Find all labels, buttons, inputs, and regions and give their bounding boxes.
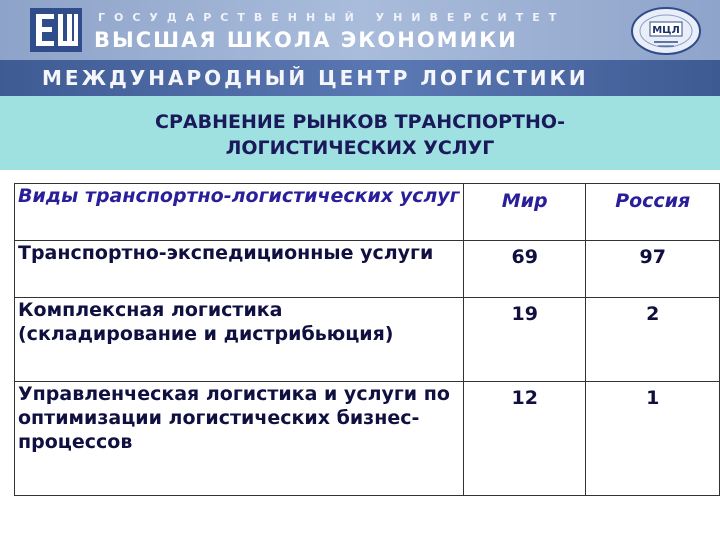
header-service-types: Виды транспортно-логистических услуг <box>15 184 464 241</box>
comparison-table <box>14 183 720 496</box>
row-world-value: 12 <box>464 382 586 496</box>
table-row <box>15 298 720 382</box>
row-label: Транспортно-экспедиционные услуги <box>15 241 464 298</box>
row-label: Управленческая логистика и услуги по оптимизации логистических бизнес-процессов <box>15 382 464 496</box>
row-russia-value: 97 <box>586 241 720 298</box>
table-row <box>15 241 720 298</box>
university-banner <box>0 0 720 60</box>
row-label: Комплексная логистика (складирование и дистрибьюция) <box>15 298 464 382</box>
logistics-center-logo-icon <box>630 6 702 56</box>
header-russia: Россия <box>586 184 720 241</box>
slide-title: СРАВНЕНИЕ РЫНКОВ ТРАНСПОРТНО- ЛОГИСТИЧЕСКИХ УСЛУГ <box>155 111 565 159</box>
university-name-line2: ВЫСШАЯ ШКОЛА ЭКОНОМИКИ <box>94 28 518 52</box>
logo-right-text: МЦЛ <box>652 25 680 36</box>
row-russia-value: 2 <box>586 298 720 382</box>
row-russia-value: 1 <box>586 382 720 496</box>
university-name-line1: ГОСУДАРСТВЕННЫЙ УНИВЕРСИТЕТ <box>98 11 566 24</box>
row-world-value: 19 <box>464 298 586 382</box>
row-world-value: 69 <box>464 241 586 298</box>
hse-logo-icon <box>30 8 82 52</box>
table-header-row <box>15 184 720 241</box>
center-banner <box>0 60 720 96</box>
header-world: Мир <box>464 184 586 241</box>
center-name: МЕЖДУНАРОДНЫЙ ЦЕНТР ЛОГИСТИКИ <box>42 66 589 90</box>
table-row <box>15 382 720 496</box>
